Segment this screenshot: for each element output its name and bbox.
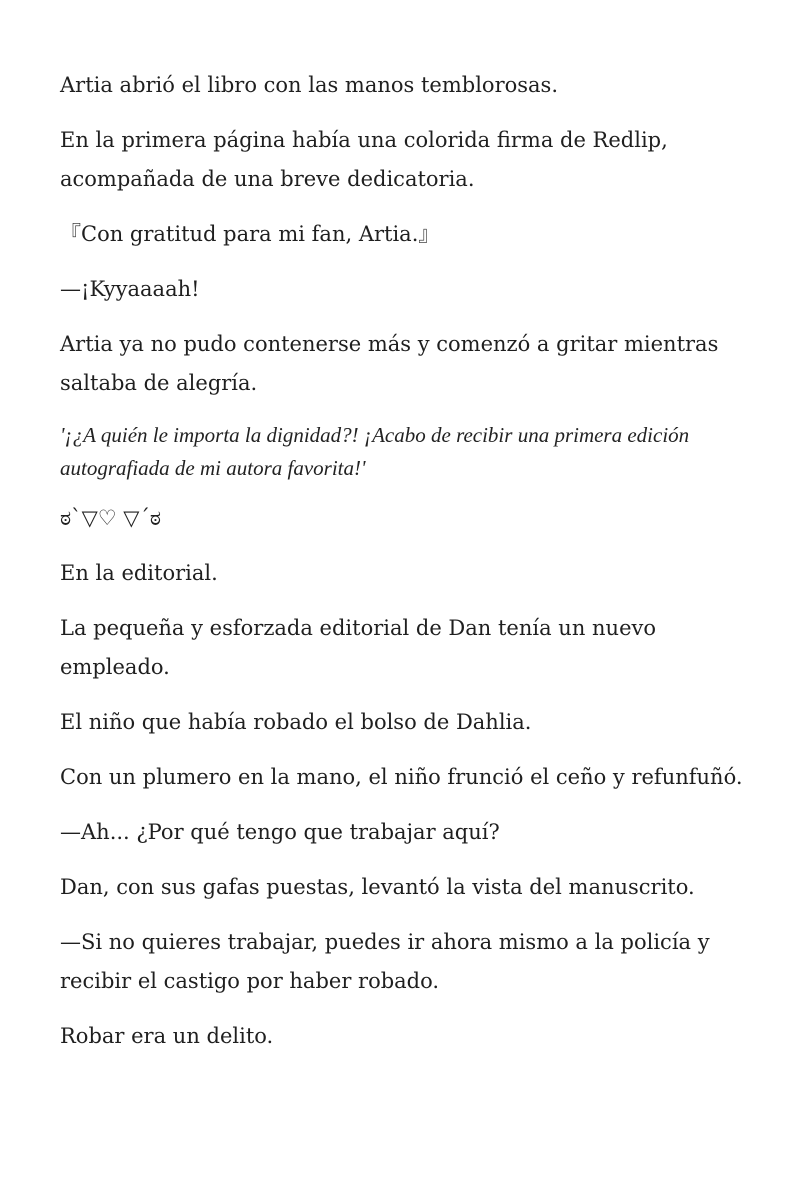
paragraph: La pequeña y esforzada editorial de Dan tenía un nuevo empleado. [60,616,656,679]
paragraph: Con un plumero en la mano, el niño frunció el ceño y refunfuñó. [60,765,743,789]
dialogue-line: —¡Kyyaaaah! [60,277,200,301]
paragraph: En la primera página había una colorida firma de Redlip, acompañada de una breve dedicatoria. [60,128,668,191]
scene-heading: En la editorial. [60,561,218,585]
document-page [60,66,750,1072]
inner-thought: '¡¿A quién le importa la dignidad?! ¡Acabo de recibir una primera edición autografiada de mi autora favorita!' [60,423,690,480]
paragraph: Dan, con sus gafas puestas, levantó la vista del manuscrito. [60,875,695,899]
paragraph: Robar era un delito. [60,1024,274,1048]
dialogue-line: —Ah... ¿Por qué tengo que trabajar aquí? [60,820,500,844]
paragraph: El niño que había robado el bolso de Dahlia. [60,710,532,734]
paragraph: Artia ya no pudo contenerse más y comenzó a gritar mientras saltaba de alegría. [60,332,719,395]
paragraph: Artia abrió el libro con las manos temblorosas. [60,73,559,97]
dialogue-line: —Si no quieres trabajar, puedes ir ahora mismo a la policía y recibir el castigo por haber robado. [60,930,710,993]
dedication-quote: 『Con gratitud para mi fan, Artia.』 [60,222,440,246]
emoticon-line: ಠ`▽♡ ▽´ಠ [60,506,162,530]
